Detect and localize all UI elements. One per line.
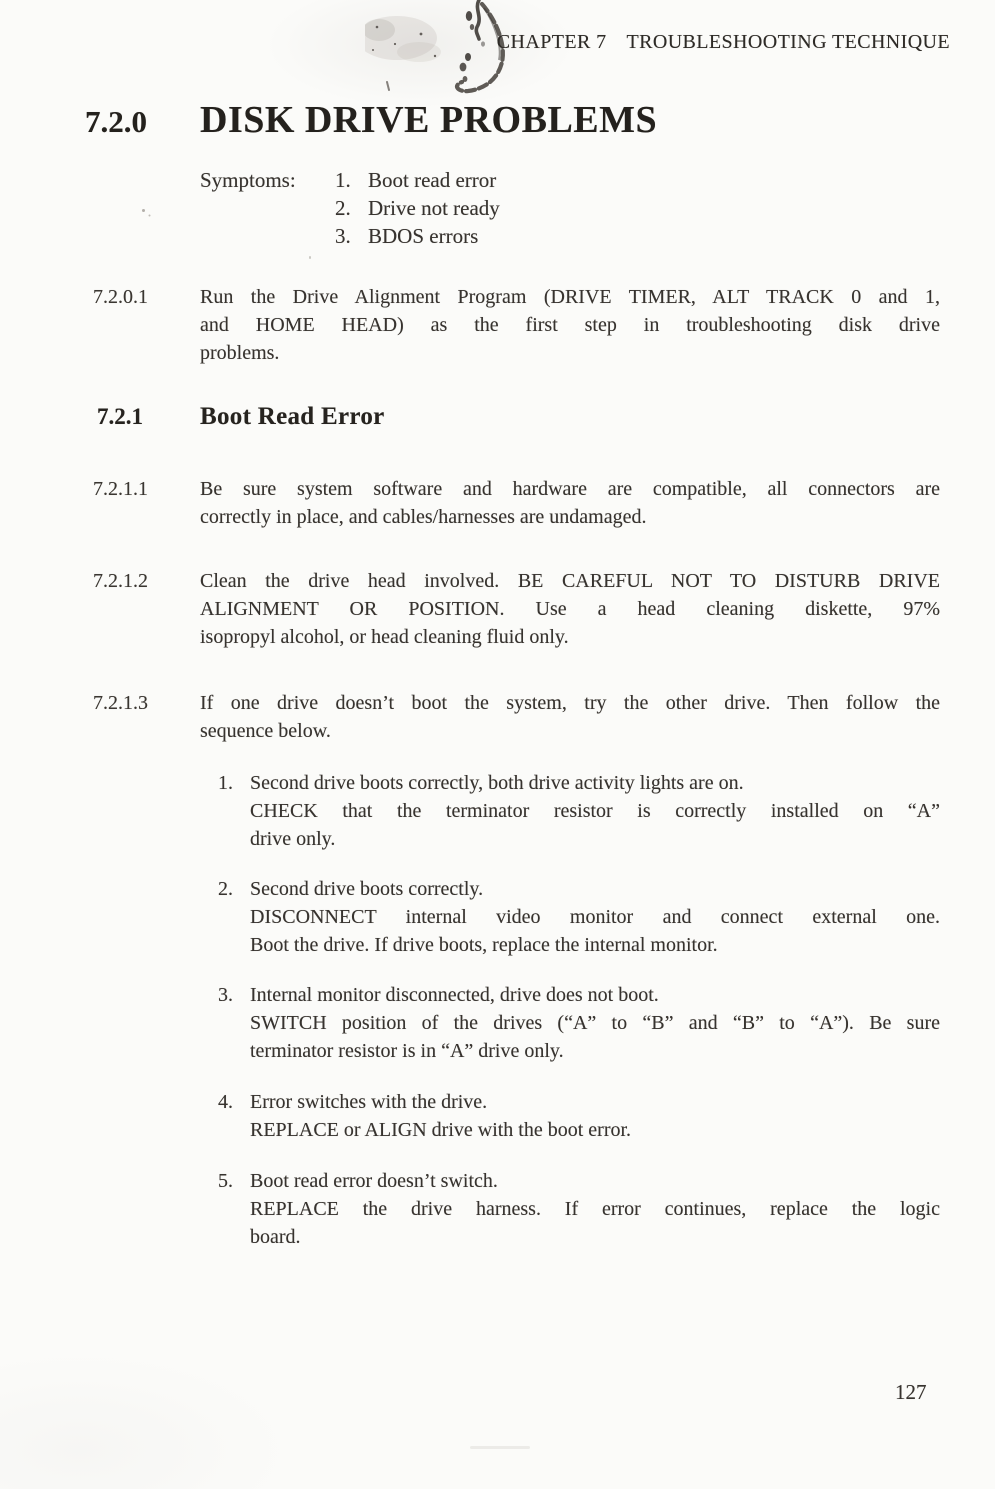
text-line: problems.: [200, 342, 280, 364]
list-item: [335, 222, 500, 250]
section-title: DISK DRIVE PROBLEMS: [200, 99, 658, 141]
sequence-step: [218, 769, 940, 853]
text-line: Second drive boots correctly.: [250, 878, 484, 900]
paragraph-number: 7.2.1.2: [93, 570, 148, 592]
text-line: Be sure system software and hardware are compatible, all connectors are: [200, 478, 940, 500]
paragraph-text: [200, 567, 940, 651]
step-number: 5.: [218, 1170, 233, 1192]
list-item-text: Drive not ready: [368, 196, 500, 220]
section-number: 7.2.0: [85, 104, 147, 139]
text-line: correctly in place, and cables/harnesses are undamaged.: [200, 506, 647, 528]
text-line: Error switches with the drive.: [250, 1091, 488, 1113]
text-line: If one drive doesn’t boot the system, try the other drive. Then follow the: [200, 692, 940, 714]
list-item-text: Boot read error: [368, 168, 497, 192]
step-text: [250, 981, 940, 1065]
step-text: [250, 875, 940, 959]
list-item: [335, 166, 500, 194]
text-line: REPLACE the drive harness. If error continues, replace the logic: [250, 1198, 940, 1220]
chapter-title: TROUBLESHOOTING TECHNIQUE: [626, 31, 950, 53]
text-line: REPLACE or ALIGN drive with the boot error.: [250, 1119, 632, 1141]
scan-speck: [309, 256, 311, 259]
text-line: isopropyl alcohol, or head cleaning fluid only.: [200, 626, 569, 648]
text-line: Boot the drive. If drive boots, replace the internal monitor.: [250, 934, 718, 956]
sequence-step: [218, 981, 940, 1065]
scan-speck: [470, 1446, 530, 1449]
list-item: [335, 194, 500, 222]
chapter-label: CHAPTER 7: [496, 31, 607, 53]
text-line: sequence below.: [200, 720, 331, 742]
text-line: Clean the drive head involved. BE CAREFUL NOT TO DISTURB DRIVE: [200, 570, 940, 592]
list-item-number: 1.: [335, 168, 351, 192]
list-item-number: 2.: [335, 196, 351, 220]
step-text: [250, 769, 940, 853]
text-line: drive only.: [250, 828, 336, 850]
step-number: 2.: [218, 878, 233, 900]
sequence-step: [218, 875, 940, 959]
text-line: ALIGNMENT OR POSITION. Use a head cleaning diskette, 97%: [200, 598, 940, 620]
text-line: Second drive boots correctly, both drive activity lights are on.: [250, 772, 744, 794]
paragraph-text: [200, 283, 940, 367]
text-line: terminator resistor is in “A” drive only.: [250, 1040, 564, 1062]
section-heading-boot-read-error: [97, 403, 940, 432]
section-heading-disk-drive-problems: [85, 100, 940, 142]
step-number: 1.: [218, 772, 233, 794]
text-line: CHECK that the terminator resistor is correctly installed on “A”: [250, 800, 940, 822]
list-item-text: BDOS errors: [368, 224, 479, 248]
text-line: DISCONNECT internal video monitor and connect external one.: [250, 906, 940, 928]
paragraph-text: [200, 689, 940, 745]
paragraph-number: 7.2.1.3: [93, 692, 148, 714]
step-number: 4.: [218, 1091, 233, 1113]
symptoms-list: [335, 166, 500, 250]
symptoms-block: [200, 166, 940, 250]
text-line: SWITCH position of the drives (“A” to “B” and “B” to “A”). Be sure: [250, 1012, 940, 1034]
section-number: 7.2.1: [97, 404, 143, 429]
paragraph-text: [200, 475, 940, 531]
paragraph-number: 7.2.0.1: [93, 286, 148, 308]
sequence-step: [218, 1088, 940, 1144]
text-line: board.: [250, 1226, 301, 1248]
step-text: [250, 1088, 940, 1144]
text-line: Run the Drive Alignment Program (DRIVE TIMER, ALT TRACK 0 and 1,: [200, 286, 940, 308]
list-item-number: 3.: [335, 224, 351, 248]
scan-speck: [142, 209, 145, 212]
text-line: Internal monitor disconnected, drive does not boot.: [250, 984, 659, 1006]
paragraph-number: 7.2.1.1: [93, 478, 148, 500]
paragraph-7211: [93, 475, 940, 531]
paragraph-7213: [93, 689, 940, 745]
paragraph-7201: [93, 283, 940, 367]
text-line: Boot read error doesn’t switch.: [250, 1170, 498, 1192]
step-number: 3.: [218, 984, 233, 1006]
step-text: [250, 1167, 940, 1251]
symptoms-label: Symptoms:: [200, 168, 296, 192]
text-line: and HOME HEAD) as the first step in troubleshooting disk drive: [200, 314, 940, 336]
sequence-step: [218, 1167, 940, 1251]
paragraph-7212: [93, 567, 940, 651]
page-header: [497, 30, 950, 54]
page-number: 127: [895, 1380, 927, 1404]
section-title: Boot Read Error: [200, 403, 385, 430]
